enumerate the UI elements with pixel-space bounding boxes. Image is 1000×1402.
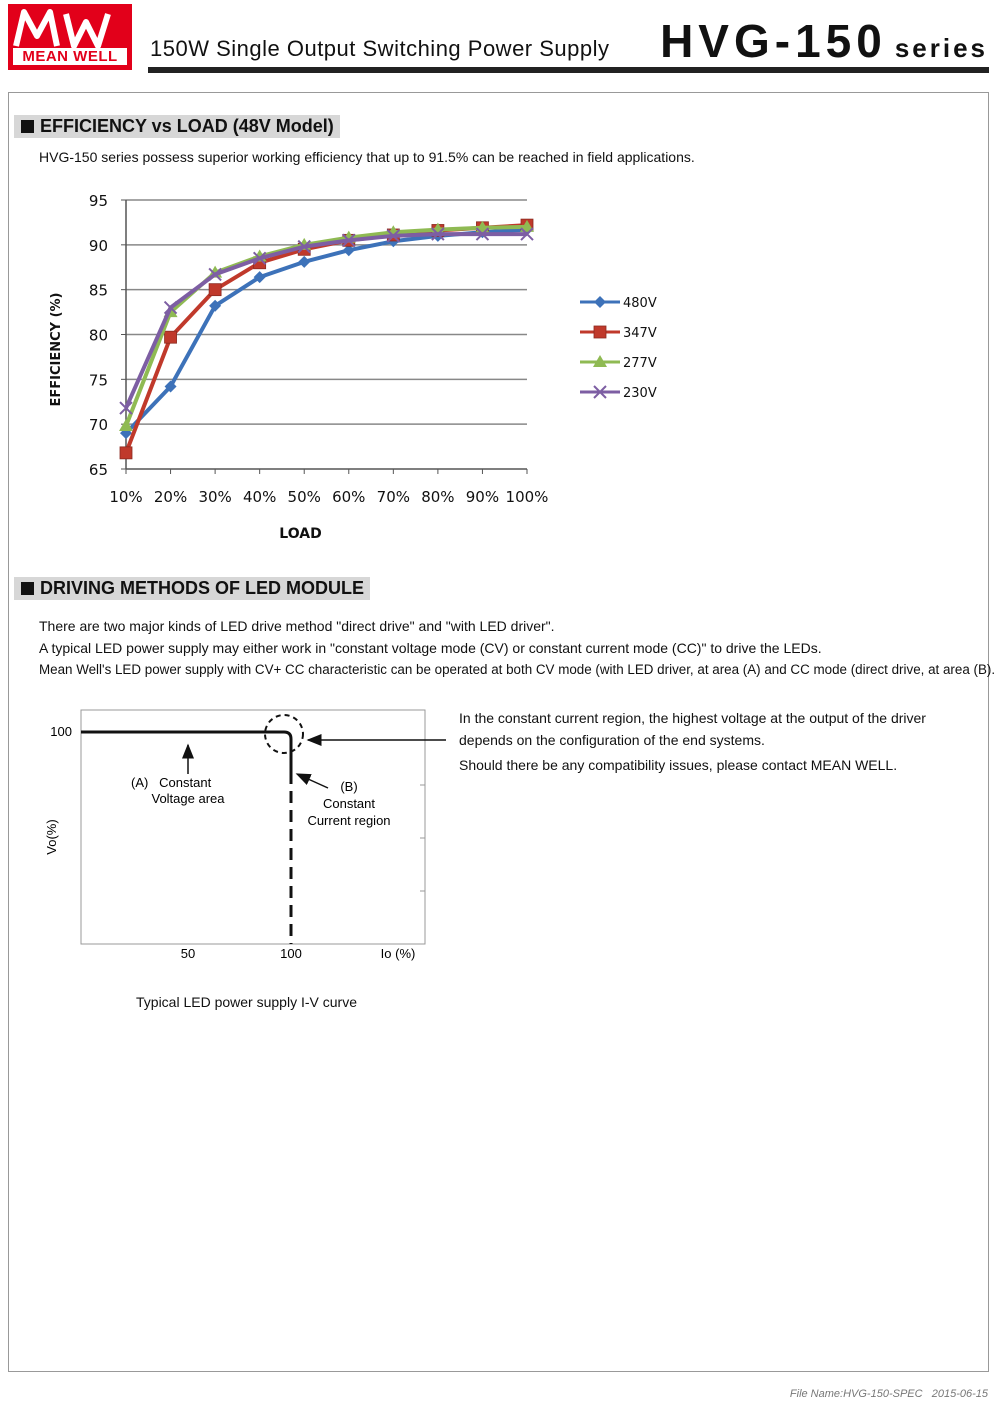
label-b-line-2: Constant: [322, 796, 376, 811]
chart-legend: [580, 296, 657, 401]
cc-note-line-3: Should there be any compatibility issues, please contact MEAN WELL.: [459, 757, 898, 773]
legend-label-347V: 347V: [623, 326, 657, 341]
legend-label-230V: 230V: [623, 386, 657, 401]
y-tick-label-95: 95: [88, 192, 108, 210]
cc-note-line-1: In the constant current region, the highest voltage at the output of the driver: [459, 710, 926, 726]
x-tick-label-5: 60%: [332, 488, 366, 506]
mw-logo-mark: [10, 6, 130, 50]
iv-curve-diagram: [0, 700, 460, 980]
efficiency-description: HVG-150 series possess superior working efficiency that up to 91.5% can be reached in field applications.: [39, 149, 695, 165]
data-point-347V-10%: [120, 447, 132, 459]
x-tick-label-7: 80%: [421, 488, 455, 506]
corner-highlight-circle: [265, 715, 303, 753]
x-tick-label-1: 20%: [153, 488, 188, 506]
x-tick-label-6: 70%: [376, 488, 411, 506]
data-point-480V-50%: [298, 256, 310, 268]
section-title-text: DRIVING METHODS OF LED MODULE: [40, 578, 364, 598]
x-tick-100: 100: [280, 946, 302, 961]
legend-label-480V: 480V: [623, 296, 657, 311]
x-axis-label: LOAD: [279, 526, 322, 542]
label-b-line-1: (B): [340, 779, 358, 794]
x-tick-label-0: 10%: [109, 488, 143, 506]
label-a-line-1: (A) Constant: [131, 775, 212, 790]
iv-y-label: Vo(%): [44, 819, 59, 855]
section-bullet-icon: [21, 582, 34, 595]
x-tick-label-4: 50%: [287, 488, 321, 506]
mean-well-logo: [8, 4, 132, 70]
driving-paragraph-3: Mean Well's LED power supply with CV+ CC characteristic can be operated at both CV mode (with LED driver, at area (A) and CC mode (direct drive, at area (B).: [39, 662, 996, 677]
x-tick-label-3: 40%: [242, 488, 277, 506]
y-tick-label-70: 70: [88, 416, 108, 435]
section-title-text: EFFICIENCY vs LOAD (48V Model): [40, 116, 334, 136]
legend-label-277V: 277V: [623, 356, 657, 371]
series-label: series: [894, 33, 988, 63]
iv-curve-caption: Typical LED power supply I-V curve: [136, 994, 357, 1010]
cc-region-arrow: [297, 774, 328, 788]
y-tick-label-65: 65: [88, 461, 108, 479]
cc-note-line-2: depends on the configuration of the end systems.: [459, 732, 765, 748]
legend-marker-480V: [594, 296, 606, 308]
section-title-driving-methods: [14, 577, 370, 600]
logo-text: MEAN WELL: [13, 48, 127, 65]
data-point-347V-20%: [165, 331, 177, 343]
x-tick-label-2: 30%: [198, 488, 232, 506]
header-rule: [148, 67, 989, 73]
efficiency-chart: [0, 180, 700, 560]
driving-paragraph-2: A typical LED power supply may either work in "constant voltage mode (CV) or constant current mode (CC)" to drive the LEDs.: [39, 640, 822, 656]
cv-solid-curve: [81, 732, 291, 772]
x-tick-label-8: 90%: [465, 488, 500, 506]
y-tick-label-90: 90: [88, 236, 108, 255]
document-subtitle: 150W Single Output Switching Power Supply: [150, 36, 610, 61]
model-title: [660, 14, 988, 68]
file-name-footer: File Name:HVG-150-SPEC 2015-06-15: [789, 1388, 988, 1400]
x-tick-label-9: 100%: [505, 488, 549, 506]
section-bullet-icon: [21, 120, 34, 133]
y-tick-100: 100: [50, 724, 72, 739]
y-tick-label-80: 80: [88, 326, 108, 345]
label-b-line-3: Current region: [307, 813, 391, 828]
y-tick-label-75: 75: [88, 371, 108, 390]
chart-series: [119, 219, 534, 459]
data-point-347V-30%: [209, 284, 221, 296]
section-title-efficiency: [14, 115, 340, 138]
legend-marker-347V: [594, 326, 606, 338]
label-a-line-2: Voltage area: [151, 791, 225, 806]
series-line-480V: [126, 230, 527, 434]
y-tick-label-85: 85: [88, 281, 108, 300]
x-tick-50: 50: [180, 946, 196, 961]
driving-paragraph-1: There are two major kinds of LED drive method "direct drive" and "with LED driver".: [39, 618, 555, 634]
data-point-277V-10%: [119, 419, 133, 431]
model-name: HVG-150: [660, 15, 887, 67]
iv-x-label: Io (%): [380, 946, 416, 961]
series-line-347V: [126, 225, 527, 453]
y-axis-label: EFFICIENCY (%): [49, 292, 64, 407]
